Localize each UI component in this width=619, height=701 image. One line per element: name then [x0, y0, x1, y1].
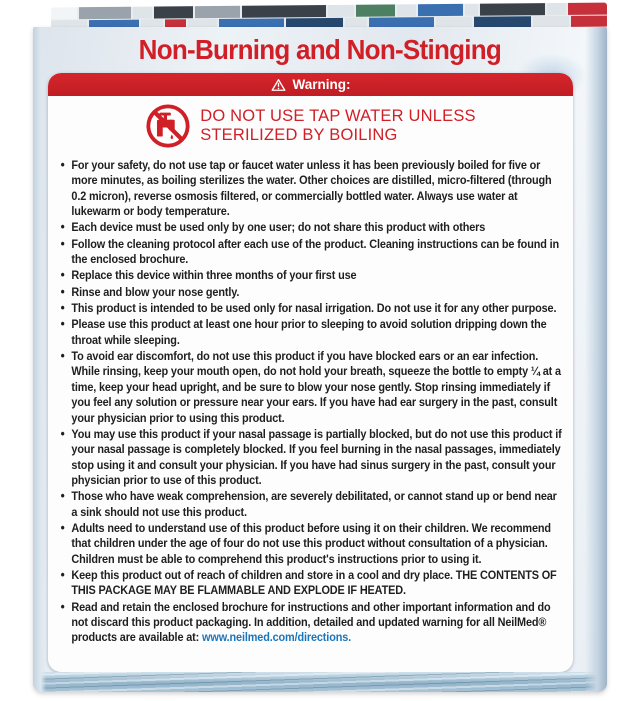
warning-bullet: • For your safety, do not use tap or faucet water unless it has been previously boiled for five or more minutes, as boiling sterilizes the water. Other choices are distilled, micro-filtered (through 0.2 micron), reverse osmosis filtered, or commercially bottled water. Always use water at lukewarm or body temperature.: [60, 158, 562, 219]
artwork-block: [133, 7, 152, 19]
artwork-block: [533, 15, 569, 27]
no-tap-water-icon: [145, 103, 191, 149]
box-left-edge: [33, 27, 46, 692]
water-artwork: [33, 672, 607, 692]
artwork-block: [480, 3, 545, 15]
warning-bullet: [60, 600, 562, 646]
tap-water-warning: [48, 96, 573, 152]
headline-text: Non-Burning and Non-Stinging: [138, 34, 502, 65]
warning-bullet: • Please use this product at least one hour prior to sleeping to avoid solution dripping down the throat while sleeping.: [60, 317, 562, 348]
artwork-block: [195, 6, 240, 18]
artwork-block: [242, 5, 326, 17]
box-face: [33, 27, 607, 692]
warning-bullet: • Rinse and blow your nose gently.: [60, 285, 562, 300]
warning-bullet: • You may use this product if your nasal passage is partially blocked, but do not use this product if your nasal passage is completely blocked. If you feel burning in the nasal passages, immediately stop using it and consult your physician. If you have had sinus surgery in the past, consult your physician prior to use of this product.: [60, 427, 562, 488]
artwork-block: [154, 6, 193, 18]
warning-panel: [48, 73, 573, 672]
artwork-block: [79, 7, 131, 19]
tap-water-warning-text: [200, 107, 476, 146]
warning-bullets: [48, 152, 562, 646]
artwork-block: [51, 7, 77, 19]
neilmed-link[interactable]: www.neilmed.com/directions.: [202, 630, 352, 645]
tap-water-warning-line1: DO NOT USE TAP WATER UNLESS: [200, 106, 476, 125]
artwork-block: [547, 3, 566, 15]
artwork-block: [397, 4, 416, 16]
box-right-edge: [585, 27, 607, 692]
artwork-block: [568, 3, 607, 15]
artwork-block: [356, 4, 395, 16]
warning-header: [48, 73, 573, 96]
artwork-block: [474, 16, 532, 28]
warning-bullet: • To avoid ear discomfort, do not use this product if you have blocked ears or an ear infection. While rinsing, keep your mouth open, do not hold your breath, squeeze the bottle to empty ¼ at a time, keep your head upright, and be sure to blow your nose gently. Stop rinsing immediately if you feel any solution or pressure near your ears. If you have had ear surgery in the past, consult your physician prior to using this product.: [60, 349, 562, 426]
artwork-block: [418, 4, 463, 16]
warning-bullet-text: Read and retain the enclosed brochure for instructions and other important information and do not discard this product packaging. In addition, detailed and updated warning for all NeilMed® products are available at:: [71, 599, 551, 645]
warning-bullet: • Replace this device within three months of your first use: [60, 268, 562, 283]
warning-bullet: • Each device must be used only by one user; do not share this product with others: [60, 220, 562, 235]
artwork-block: [571, 15, 607, 27]
tap-water-warning-line2: STERILIZED BY BOILING: [200, 126, 398, 144]
warning-bullet: • Adults need to understand use of this product before using it on their children. We recommend that children under the age of four do not use this product without consultation of a physician. Children must be able to comprehend this product's instructions prior to using it.: [60, 521, 562, 567]
warning-bullet: • This product is intended to be used only for nasal irrigation. Do not use it for any other purpose.: [60, 301, 562, 316]
artwork-block: [328, 5, 354, 17]
warning-bullet: • Keep this product out of reach of children and store in a cool and dry place. THE CONTENTS OF THIS PACKAGE MAY BE FLAMMABLE AND EXPLODE IF HEATED.: [60, 568, 562, 599]
headline: [33, 34, 607, 66]
product-box: [33, 5, 607, 692]
warning-triangle-icon: [271, 78, 286, 92]
warning-bullet: • Those who have weak comprehension, are severely debilitated, or cannot stand up or bend near a sink should not use this product.: [60, 489, 562, 520]
warning-header-label: Warning:: [292, 77, 351, 92]
warning-bullet: • Follow the cleaning protocol after each use of the product. Cleaning instructions can be found in the enclosed brochure.: [60, 237, 562, 268]
artwork-block: [465, 4, 478, 16]
